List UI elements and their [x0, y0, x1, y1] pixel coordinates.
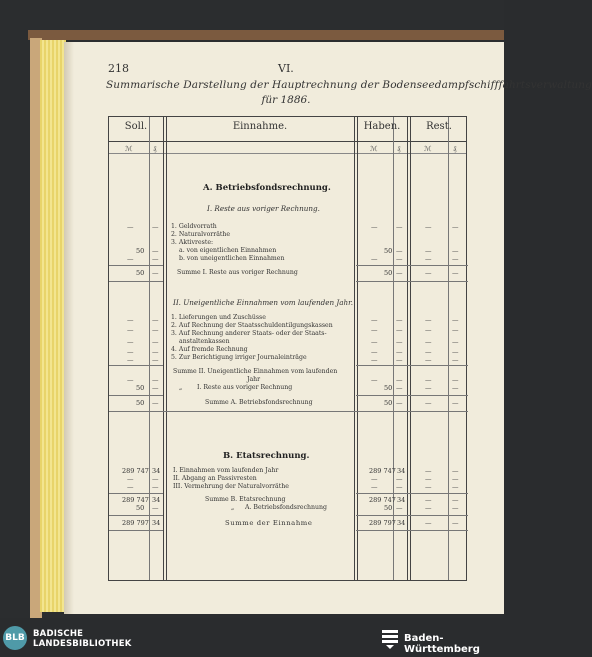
library-name	[33, 629, 132, 649]
haben-dash: —	[371, 348, 378, 356]
total-haben-pf: 34	[397, 519, 406, 527]
sumA-label: Summe A. Betriebsfondsrechnung	[205, 399, 313, 406]
ditto-mark: „	[231, 504, 235, 511]
haben-dash: —	[396, 247, 403, 255]
soll-dash: —	[127, 348, 134, 356]
rest-dash: —	[425, 504, 432, 512]
soll-dash: —	[152, 475, 159, 483]
haben-dash: —	[371, 316, 378, 324]
section-divider	[109, 411, 468, 412]
total-rule	[109, 530, 163, 531]
rest-dash: —	[425, 384, 432, 392]
haben-dash: —	[396, 338, 403, 346]
sum-rule	[109, 265, 163, 266]
soll-dash: —	[152, 326, 159, 334]
sum-rule	[356, 395, 468, 396]
haben-dash: —	[396, 399, 403, 407]
rest-dash: —	[452, 269, 459, 277]
soll-dash: —	[127, 255, 134, 263]
haben-value: 50	[384, 247, 393, 255]
rest-dash: —	[452, 504, 459, 512]
haben-dash: —	[396, 326, 403, 334]
soll-value: 50	[136, 247, 145, 255]
haben-dash: —	[396, 475, 403, 483]
sum-rule	[356, 265, 468, 266]
haben-value: 289 747	[369, 467, 396, 475]
total-soll-pf: 34	[152, 519, 161, 527]
soll-dash: —	[152, 356, 159, 364]
haben-dash: —	[371, 255, 378, 263]
soll-sum: 289 747	[122, 496, 149, 504]
total-label: Summe der Einnahme	[225, 519, 313, 527]
rest-divider	[407, 117, 411, 580]
soll-dash: —	[152, 269, 159, 277]
rest-dash: —	[425, 519, 432, 527]
section-b-heading: B. Etatsrechnung.	[223, 451, 310, 461]
soll-dash: —	[127, 376, 134, 384]
soll-dash: —	[127, 475, 134, 483]
sum-rule	[109, 365, 163, 366]
soll-pf: 34	[152, 467, 161, 475]
rest-dash: —	[425, 247, 432, 255]
soll-pf: 34	[152, 496, 161, 504]
col-soll: Soll.	[124, 121, 148, 132]
rest-dash: —	[425, 475, 432, 483]
rest-dash: —	[452, 384, 459, 392]
sum-rule	[356, 515, 468, 516]
sum-rule	[356, 365, 468, 366]
haben-dash: —	[371, 356, 378, 364]
haben-dash: —	[396, 483, 403, 491]
soll-dash: —	[152, 316, 159, 324]
rest-dash: —	[425, 376, 432, 384]
rest-dash: —	[452, 483, 459, 491]
soll-value: 289 747	[122, 467, 149, 475]
page-gutter-shadow	[64, 42, 74, 614]
rest-dash: —	[452, 247, 459, 255]
soll-dash: —	[152, 483, 159, 491]
sum1-label: Summe I. Reste aus voriger Rechnung	[177, 269, 298, 276]
rest-dash: —	[452, 316, 459, 324]
col-einnahme: Einnahme.	[232, 121, 288, 132]
row-label: 2. Naturalvorräthe	[171, 231, 231, 238]
page-title: Summarische Darstellung der Hauptrechnung der Bodenseedampfschifffahrtsverwaltung	[106, 79, 592, 91]
haben-dash: —	[396, 348, 403, 356]
row-label: 1. Geldvorrath	[171, 223, 217, 230]
soll-value: 50	[136, 384, 145, 392]
row-label: anstaltenkassen	[179, 338, 230, 345]
haben-dash: —	[396, 376, 403, 384]
rest-dash: —	[452, 467, 459, 475]
soll-dash: —	[152, 247, 159, 255]
rest-dash: —	[452, 399, 459, 407]
row-label: II. Abgang an Passivresten	[173, 475, 257, 482]
soll-value: 50	[136, 504, 145, 512]
baden-wuerttemberg-logo-icon	[380, 628, 400, 650]
rest-dash: —	[452, 326, 459, 334]
soll-dash: —	[152, 255, 159, 263]
section-a-sub1: I. Reste aus voriger Rechnung.	[207, 204, 320, 213]
row-label: III. Vermehrung der Naturalvorräthe	[173, 483, 289, 490]
sum-rule	[109, 515, 163, 516]
row-label: 3. Auf Rechnung anderer Staats- oder der Staats-	[171, 330, 327, 337]
sum2-label: Summe II. Uneigentliche Einnahmen vom laufenden	[173, 368, 338, 375]
soll-dash: —	[127, 338, 134, 346]
rest-dash: —	[425, 399, 432, 407]
rest-dash: —	[425, 326, 432, 334]
haben-value: 50	[384, 384, 393, 392]
rest-dash: —	[425, 356, 432, 364]
soll-divider	[163, 117, 167, 580]
haben-pf-divider	[393, 117, 394, 580]
ledger-table	[108, 116, 467, 581]
section-a-sub2: II. Uneigentliche Einnahmen vom laufenden Jahr.	[173, 298, 354, 307]
rest-dash: —	[425, 269, 432, 277]
page-title-year: für 1886.	[261, 94, 311, 106]
row-label: a. von eigentlichen Einnahmen	[179, 247, 277, 254]
unit-mark: ℳ	[424, 145, 432, 153]
unit-pf: ₰	[453, 145, 457, 153]
state-name: Baden-Württemberg	[404, 633, 480, 655]
rest-dash: —	[452, 496, 459, 504]
divider	[356, 281, 468, 282]
soll-dash: —	[127, 316, 134, 324]
rest-dash: —	[425, 316, 432, 324]
soll-dash: —	[127, 326, 134, 334]
page-edges	[40, 40, 66, 612]
rest-dash: —	[452, 519, 459, 527]
sumB-label: Summe B. Etatsrechnung	[205, 496, 286, 503]
soll-pf-divider	[149, 117, 150, 580]
unit-pf: ₰	[153, 145, 157, 153]
haben-dash: —	[371, 223, 378, 231]
haben-dash: —	[371, 376, 378, 384]
haben-dash: —	[396, 384, 403, 392]
row-label: 1. Lieferungen und Zuschüsse	[171, 314, 266, 321]
rest-dash: —	[425, 223, 432, 231]
soll-dash: —	[152, 348, 159, 356]
rest-dash: —	[425, 255, 432, 263]
row-label: 5. Zur Berichtigung irriger Journaleinträge	[171, 354, 307, 361]
haben-divider	[354, 117, 358, 580]
col-haben: Haben.	[363, 121, 401, 132]
sum-rule	[356, 493, 468, 494]
sum-rule	[109, 493, 163, 494]
library-name-line2: LANDESBIBLIOTHEK	[33, 639, 132, 649]
soll-dash: —	[152, 338, 159, 346]
soll-dash: —	[152, 376, 159, 384]
section-number: VI.	[278, 62, 294, 75]
rest-dash: —	[452, 223, 459, 231]
haben-dash: —	[371, 483, 378, 491]
book-cover-edge	[28, 30, 504, 40]
haben-sum: 50	[384, 399, 393, 407]
ditto-mark: „	[179, 384, 183, 391]
blb-logo-icon: BLB	[3, 626, 27, 650]
divider	[109, 281, 163, 282]
row-label: b. von uneigentlichen Einnahmen	[179, 255, 285, 262]
total-soll: 289 797	[122, 519, 149, 527]
rest-pf-divider	[448, 117, 449, 580]
soll-dash: —	[152, 504, 159, 512]
unit-mark: ℳ	[125, 145, 133, 153]
rest-dash: —	[452, 356, 459, 364]
library-name-line1: BADISCHE	[33, 629, 84, 639]
row-label: 2. Auf Rechnung der Staatsschuldentilgungskassen	[171, 322, 333, 329]
sum2-label-cont: Jahr	[247, 376, 261, 383]
soll-sum: 50	[136, 399, 145, 407]
rest-dash: —	[452, 475, 459, 483]
haben-dash: —	[371, 475, 378, 483]
soll-dash: —	[152, 223, 159, 231]
unit-pf: ₰	[397, 145, 401, 153]
haben-dash: —	[396, 356, 403, 364]
section-a-heading: A. Betriebsfondsrechnung.	[203, 183, 331, 193]
soll-dash: —	[127, 483, 134, 491]
total-rule	[356, 530, 468, 531]
rest-dash: —	[425, 496, 432, 504]
col-rest: Rest.	[426, 121, 452, 132]
haben-value: 50	[384, 504, 393, 512]
haben-pf: 34	[397, 467, 406, 475]
rest-dash: —	[452, 348, 459, 356]
row-label: I. Einnahmen vom laufenden Jahr	[173, 467, 279, 474]
haben-sum: 50	[384, 269, 393, 277]
rest-dash: —	[452, 255, 459, 263]
total-haben: 289 797	[369, 519, 396, 527]
haben-dash: —	[396, 269, 403, 277]
soll-dash: —	[127, 223, 134, 231]
haben-pf: 34	[397, 496, 406, 504]
page-number: 218	[108, 62, 129, 75]
rest-dash: —	[452, 338, 459, 346]
haben-sum: 289 747	[369, 496, 396, 504]
haben-dash: —	[371, 326, 378, 334]
sumB2-label: A. Betriebsfondsrechnung	[245, 504, 327, 511]
soll-sum: 50	[136, 269, 145, 277]
soll-dash: —	[152, 384, 159, 392]
sum-rule	[109, 395, 163, 396]
haben-dash: —	[371, 338, 378, 346]
row-label: 3. Aktivreste:	[171, 239, 214, 246]
haben-dash: —	[396, 504, 403, 512]
haben-dash: —	[396, 255, 403, 263]
rest-dash: —	[425, 467, 432, 475]
rest-dash: —	[425, 338, 432, 346]
rest-dash: —	[452, 376, 459, 384]
rest-dash: —	[425, 483, 432, 491]
soll-dash: —	[127, 356, 134, 364]
haben-dash: —	[396, 316, 403, 324]
unit-mark: ℳ	[370, 145, 378, 153]
haben-dash: —	[396, 223, 403, 231]
row-label: 4. Auf fremde Rechnung	[171, 346, 248, 353]
soll-dash: —	[152, 399, 159, 407]
sum2-reste-label: I. Reste aus voriger Rechnung	[197, 384, 293, 391]
rest-dash: —	[425, 348, 432, 356]
